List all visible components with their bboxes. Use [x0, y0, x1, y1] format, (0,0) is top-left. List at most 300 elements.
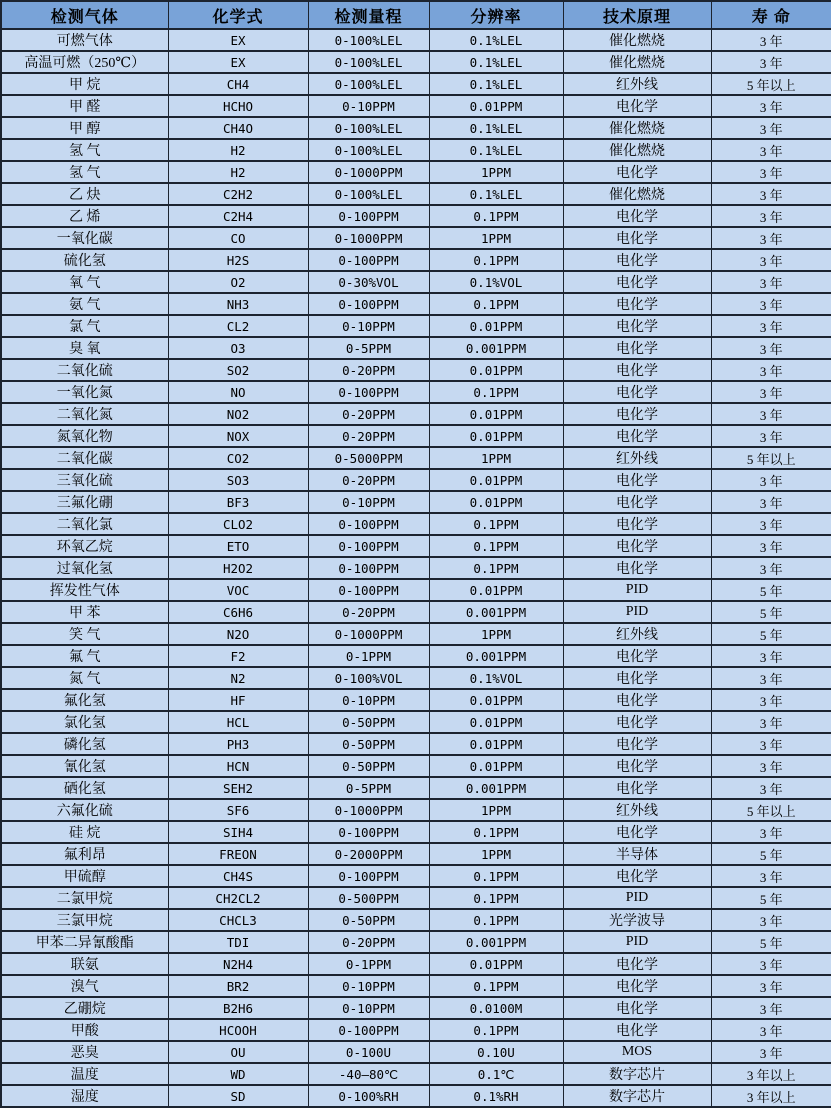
cell-resolution: 0.1PPM: [429, 909, 563, 931]
table-row: [1, 711, 831, 733]
cell-technology: 电化学: [563, 535, 711, 557]
cell-resolution: 0.0100M: [429, 997, 563, 1019]
cell-chemical-formula: CH4: [168, 73, 308, 95]
cell-gas-name: 氮氧化物: [1, 425, 168, 447]
cell-chemical-formula: BR2: [168, 975, 308, 997]
table-row: [1, 73, 831, 95]
cell-gas-name: 二氧化氮: [1, 403, 168, 425]
cell-detection-range: 0-10PPM: [308, 997, 429, 1019]
table-row: [1, 491, 831, 513]
cell-lifespan: 5 年: [711, 623, 831, 645]
cell-technology: 电化学: [563, 359, 711, 381]
cell-chemical-formula: HCOOH: [168, 1019, 308, 1041]
cell-resolution: 1PPM: [429, 161, 563, 183]
cell-detection-range: 0-5PPM: [308, 777, 429, 799]
table-row: [1, 1085, 831, 1107]
cell-technology: 电化学: [563, 975, 711, 997]
cell-chemical-formula: CH2CL2: [168, 887, 308, 909]
cell-resolution: 0.1PPM: [429, 865, 563, 887]
column-header-resolution: 分辨率: [429, 1, 563, 29]
cell-chemical-formula: N2: [168, 667, 308, 689]
cell-detection-range: 0-100%LEL: [308, 183, 429, 205]
table-row: [1, 645, 831, 667]
cell-technology: PID: [563, 931, 711, 953]
cell-resolution: 0.1%VOL: [429, 271, 563, 293]
cell-chemical-formula: PH3: [168, 733, 308, 755]
cell-technology: 电化学: [563, 733, 711, 755]
cell-detection-range: -40—80℃: [308, 1063, 429, 1085]
cell-gas-name: 三氯甲烷: [1, 909, 168, 931]
cell-lifespan: 3 年: [711, 205, 831, 227]
cell-chemical-formula: OU: [168, 1041, 308, 1063]
cell-detection-range: 0-100%LEL: [308, 117, 429, 139]
cell-lifespan: 3 年: [711, 29, 831, 51]
cell-resolution: 0.10U: [429, 1041, 563, 1063]
cell-gas-name: 三氟化硼: [1, 491, 168, 513]
cell-chemical-formula: VOC: [168, 579, 308, 601]
cell-lifespan: 3 年: [711, 491, 831, 513]
cell-resolution: 0.001PPM: [429, 777, 563, 799]
column-header-formula: 化学式: [168, 1, 308, 29]
cell-technology: 催化燃烧: [563, 139, 711, 161]
cell-lifespan: 3 年: [711, 359, 831, 381]
table-row: [1, 931, 831, 953]
cell-chemical-formula: SO3: [168, 469, 308, 491]
cell-lifespan: 3 年: [711, 161, 831, 183]
cell-lifespan: 3 年: [711, 909, 831, 931]
cell-detection-range: 0-20PPM: [308, 359, 429, 381]
cell-technology: 数字芯片: [563, 1063, 711, 1085]
cell-lifespan: 3 年: [711, 249, 831, 271]
cell-technology: 电化学: [563, 777, 711, 799]
table-row: [1, 1019, 831, 1041]
cell-resolution: 0.1PPM: [429, 975, 563, 997]
cell-detection-range: 0-100U: [308, 1041, 429, 1063]
cell-gas-name: 氟化氢: [1, 689, 168, 711]
table-row: [1, 821, 831, 843]
cell-lifespan: 3 年: [711, 997, 831, 1019]
cell-technology: 电化学: [563, 293, 711, 315]
cell-lifespan: 3 年: [711, 425, 831, 447]
cell-resolution: 0.1PPM: [429, 381, 563, 403]
cell-chemical-formula: CH4O: [168, 117, 308, 139]
cell-chemical-formula: H2: [168, 161, 308, 183]
cell-technology: 电化学: [563, 425, 711, 447]
table-body: [1, 29, 831, 1107]
table-row: [1, 557, 831, 579]
cell-resolution: 1PPM: [429, 623, 563, 645]
cell-resolution: 0.01PPM: [429, 359, 563, 381]
cell-detection-range: 0-100PPM: [308, 1019, 429, 1041]
cell-gas-name: 可燃气体: [1, 29, 168, 51]
cell-gas-name: 恶臭: [1, 1041, 168, 1063]
cell-technology: 电化学: [563, 205, 711, 227]
cell-detection-range: 0-500PPM: [308, 887, 429, 909]
cell-technology: 电化学: [563, 337, 711, 359]
cell-gas-name: 二氧化硫: [1, 359, 168, 381]
cell-gas-name: 臭 氧: [1, 337, 168, 359]
cell-chemical-formula: N2O: [168, 623, 308, 645]
cell-gas-name: 氧 气: [1, 271, 168, 293]
cell-gas-name: 硒化氢: [1, 777, 168, 799]
cell-technology: 电化学: [563, 997, 711, 1019]
cell-detection-range: 0-2000PPM: [308, 843, 429, 865]
cell-chemical-formula: SF6: [168, 799, 308, 821]
table-row: [1, 777, 831, 799]
cell-resolution: 0.1%LEL: [429, 117, 563, 139]
cell-detection-range: 0-100PPM: [308, 205, 429, 227]
cell-lifespan: 3 年: [711, 557, 831, 579]
cell-gas-name: 高温可燃（250℃）: [1, 51, 168, 73]
cell-resolution: 0.01PPM: [429, 711, 563, 733]
cell-technology: 电化学: [563, 403, 711, 425]
cell-gas-name: 氟 气: [1, 645, 168, 667]
table-row: [1, 51, 831, 73]
cell-technology: 红外线: [563, 799, 711, 821]
cell-technology: 红外线: [563, 73, 711, 95]
cell-lifespan: 3 年: [711, 865, 831, 887]
cell-resolution: 0.001PPM: [429, 601, 563, 623]
cell-resolution: 0.01PPM: [429, 755, 563, 777]
table-row: [1, 667, 831, 689]
cell-resolution: 1PPM: [429, 799, 563, 821]
cell-gas-name: 氰化氢: [1, 755, 168, 777]
cell-technology: 红外线: [563, 447, 711, 469]
cell-detection-range: 0-10PPM: [308, 315, 429, 337]
cell-chemical-formula: CH4S: [168, 865, 308, 887]
cell-detection-range: 0-1000PPM: [308, 227, 429, 249]
cell-lifespan: 3 年: [711, 95, 831, 117]
cell-gas-name: 挥发性气体: [1, 579, 168, 601]
cell-lifespan: 5 年以上: [711, 799, 831, 821]
cell-resolution: 0.1%LEL: [429, 183, 563, 205]
cell-detection-range: 0-100PPM: [308, 249, 429, 271]
cell-technology: 电化学: [563, 711, 711, 733]
cell-technology: PID: [563, 579, 711, 601]
cell-gas-name: 溴气: [1, 975, 168, 997]
cell-gas-name: 乙硼烷: [1, 997, 168, 1019]
cell-resolution: 0.001PPM: [429, 337, 563, 359]
cell-resolution: 0.01PPM: [429, 733, 563, 755]
cell-gas-name: 温度: [1, 1063, 168, 1085]
cell-lifespan: 3 年: [711, 1041, 831, 1063]
cell-detection-range: 0-100%RH: [308, 1085, 429, 1107]
cell-technology: 电化学: [563, 469, 711, 491]
table-row: [1, 359, 831, 381]
cell-lifespan: 3 年: [711, 755, 831, 777]
cell-resolution: 0.1%LEL: [429, 29, 563, 51]
cell-chemical-formula: NOX: [168, 425, 308, 447]
cell-lifespan: 5 年: [711, 601, 831, 623]
cell-technology: PID: [563, 601, 711, 623]
cell-gas-name: 一氧化碳: [1, 227, 168, 249]
cell-technology: 电化学: [563, 315, 711, 337]
cell-technology: PID: [563, 887, 711, 909]
cell-chemical-formula: SEH2: [168, 777, 308, 799]
cell-detection-range: 0-10PPM: [308, 689, 429, 711]
cell-chemical-formula: HF: [168, 689, 308, 711]
cell-detection-range: 0-50PPM: [308, 711, 429, 733]
cell-lifespan: 3 年: [711, 337, 831, 359]
cell-gas-name: 氟利昂: [1, 843, 168, 865]
cell-gas-name: 二氧化碳: [1, 447, 168, 469]
table-row: [1, 469, 831, 491]
table-row: [1, 887, 831, 909]
table-row: [1, 403, 831, 425]
cell-gas-name: 氮 气: [1, 667, 168, 689]
cell-chemical-formula: CLO2: [168, 513, 308, 535]
cell-detection-range: 0-10PPM: [308, 491, 429, 513]
cell-chemical-formula: H2: [168, 139, 308, 161]
table-row: [1, 117, 831, 139]
cell-chemical-formula: HCHO: [168, 95, 308, 117]
cell-detection-range: 0-100PPM: [308, 821, 429, 843]
table-row: [1, 29, 831, 51]
cell-lifespan: 3 年: [711, 975, 831, 997]
table-row: [1, 381, 831, 403]
table-row: [1, 579, 831, 601]
column-header-range: 检测量程: [308, 1, 429, 29]
cell-technology: 半导体: [563, 843, 711, 865]
cell-technology: 电化学: [563, 821, 711, 843]
cell-chemical-formula: NO: [168, 381, 308, 403]
cell-chemical-formula: O2: [168, 271, 308, 293]
cell-lifespan: 3 年以上: [711, 1085, 831, 1107]
cell-resolution: 0.1PPM: [429, 513, 563, 535]
table-row: [1, 799, 831, 821]
cell-gas-name: 甲 醇: [1, 117, 168, 139]
cell-lifespan: 3 年: [711, 689, 831, 711]
cell-resolution: 0.1℃: [429, 1063, 563, 1085]
cell-chemical-formula: C6H6: [168, 601, 308, 623]
table-row: [1, 535, 831, 557]
cell-technology: 电化学: [563, 491, 711, 513]
cell-detection-range: 0-20PPM: [308, 601, 429, 623]
column-header-principle: 技术原理: [563, 1, 711, 29]
cell-detection-range: 0-100PPM: [308, 579, 429, 601]
cell-gas-name: 甲苯二异氰酸酯: [1, 931, 168, 953]
cell-chemical-formula: HCL: [168, 711, 308, 733]
cell-chemical-formula: HCN: [168, 755, 308, 777]
cell-resolution: 1PPM: [429, 447, 563, 469]
cell-resolution: 1PPM: [429, 843, 563, 865]
cell-gas-name: 过氧化氢: [1, 557, 168, 579]
cell-lifespan: 3 年: [711, 513, 831, 535]
cell-lifespan: 3 年: [711, 1019, 831, 1041]
table-row: [1, 1041, 831, 1063]
table-row: [1, 161, 831, 183]
cell-chemical-formula: BF3: [168, 491, 308, 513]
cell-lifespan: 3 年: [711, 535, 831, 557]
cell-gas-name: 湿度: [1, 1085, 168, 1107]
cell-technology: 电化学: [563, 227, 711, 249]
cell-chemical-formula: NO2: [168, 403, 308, 425]
cell-lifespan: 3 年: [711, 293, 831, 315]
table-row: [1, 425, 831, 447]
cell-chemical-formula: B2H6: [168, 997, 308, 1019]
cell-resolution: 0.1PPM: [429, 535, 563, 557]
table-row: [1, 315, 831, 337]
cell-resolution: 0.1PPM: [429, 887, 563, 909]
table-row: [1, 733, 831, 755]
table-row: [1, 689, 831, 711]
cell-technology: 电化学: [563, 557, 711, 579]
cell-gas-name: 二氧化氯: [1, 513, 168, 535]
cell-resolution: 0.1PPM: [429, 293, 563, 315]
cell-lifespan: 5 年以上: [711, 73, 831, 95]
cell-lifespan: 3 年: [711, 821, 831, 843]
table-row: [1, 513, 831, 535]
cell-resolution: 0.01PPM: [429, 315, 563, 337]
cell-gas-name: 甲 醛: [1, 95, 168, 117]
table-row: [1, 183, 831, 205]
cell-chemical-formula: EX: [168, 51, 308, 73]
cell-gas-name: 甲硫醇: [1, 865, 168, 887]
cell-detection-range: 0-1000PPM: [308, 623, 429, 645]
cell-gas-name: 甲酸: [1, 1019, 168, 1041]
cell-detection-range: 0-20PPM: [308, 931, 429, 953]
cell-chemical-formula: H2O2: [168, 557, 308, 579]
cell-chemical-formula: CO2: [168, 447, 308, 469]
cell-lifespan: 3 年: [711, 227, 831, 249]
cell-resolution: 1PPM: [429, 227, 563, 249]
cell-lifespan: 5 年: [711, 843, 831, 865]
cell-detection-range: 0-1PPM: [308, 645, 429, 667]
cell-technology: 电化学: [563, 249, 711, 271]
cell-lifespan: 3 年: [711, 733, 831, 755]
cell-lifespan: 3 年: [711, 403, 831, 425]
cell-technology: 催化燃烧: [563, 117, 711, 139]
cell-resolution: 0.1%LEL: [429, 139, 563, 161]
cell-detection-range: 0-100PPM: [308, 865, 429, 887]
cell-lifespan: 3 年: [711, 117, 831, 139]
cell-detection-range: 0-10PPM: [308, 975, 429, 997]
cell-detection-range: 0-20PPM: [308, 403, 429, 425]
cell-detection-range: 0-100PPM: [308, 293, 429, 315]
cell-detection-range: 0-20PPM: [308, 469, 429, 491]
cell-detection-range: 0-100%VOL: [308, 667, 429, 689]
table-row: [1, 865, 831, 887]
cell-chemical-formula: SO2: [168, 359, 308, 381]
cell-chemical-formula: FREON: [168, 843, 308, 865]
table-row: [1, 337, 831, 359]
cell-technology: 电化学: [563, 513, 711, 535]
cell-gas-name: 一氧化氮: [1, 381, 168, 403]
cell-technology: 电化学: [563, 381, 711, 403]
cell-resolution: 0.1PPM: [429, 821, 563, 843]
cell-resolution: 0.01PPM: [429, 403, 563, 425]
cell-chemical-formula: CL2: [168, 315, 308, 337]
cell-resolution: 0.01PPM: [429, 95, 563, 117]
cell-resolution: 0.01PPM: [429, 953, 563, 975]
cell-chemical-formula: NH3: [168, 293, 308, 315]
cell-resolution: 0.01PPM: [429, 689, 563, 711]
cell-chemical-formula: CHCL3: [168, 909, 308, 931]
cell-resolution: 0.1PPM: [429, 249, 563, 271]
header-row: [1, 1, 831, 29]
cell-chemical-formula: EX: [168, 29, 308, 51]
table-row: [1, 843, 831, 865]
cell-gas-name: 乙 烯: [1, 205, 168, 227]
table-row: [1, 205, 831, 227]
cell-gas-name: 氨 气: [1, 293, 168, 315]
cell-resolution: 0.001PPM: [429, 931, 563, 953]
column-header-lifespan: 寿 命: [711, 1, 831, 29]
cell-lifespan: 5 年: [711, 579, 831, 601]
cell-detection-range: 0-100%LEL: [308, 29, 429, 51]
table-row: [1, 293, 831, 315]
cell-detection-range: 0-100%LEL: [308, 51, 429, 73]
cell-chemical-formula: F2: [168, 645, 308, 667]
cell-gas-name: 笑 气: [1, 623, 168, 645]
cell-gas-name: 氢 气: [1, 161, 168, 183]
cell-resolution: 0.01PPM: [429, 425, 563, 447]
table-row: [1, 1063, 831, 1085]
cell-technology: 电化学: [563, 95, 711, 117]
cell-gas-name: 六氟化硫: [1, 799, 168, 821]
table-row: [1, 755, 831, 777]
cell-gas-name: 甲 烷: [1, 73, 168, 95]
table-row: [1, 601, 831, 623]
cell-gas-name: 联氨: [1, 953, 168, 975]
cell-lifespan: 3 年: [711, 315, 831, 337]
cell-detection-range: 0-1000PPM: [308, 799, 429, 821]
cell-chemical-formula: C2H2: [168, 183, 308, 205]
cell-lifespan: 5 年: [711, 931, 831, 953]
cell-gas-name: 乙 炔: [1, 183, 168, 205]
cell-chemical-formula: WD: [168, 1063, 308, 1085]
cell-chemical-formula: TDI: [168, 931, 308, 953]
cell-detection-range: 0-50PPM: [308, 909, 429, 931]
cell-lifespan: 3 年: [711, 667, 831, 689]
cell-detection-range: 0-1PPM: [308, 953, 429, 975]
cell-lifespan: 3 年: [711, 711, 831, 733]
cell-resolution: 0.01PPM: [429, 469, 563, 491]
cell-resolution: 0.01PPM: [429, 579, 563, 601]
cell-gas-name: 二氯甲烷: [1, 887, 168, 909]
cell-chemical-formula: O3: [168, 337, 308, 359]
cell-chemical-formula: C2H4: [168, 205, 308, 227]
cell-chemical-formula: SD: [168, 1085, 308, 1107]
cell-technology: 催化燃烧: [563, 183, 711, 205]
cell-detection-range: 0-5000PPM: [308, 447, 429, 469]
cell-detection-range: 0-100%LEL: [308, 73, 429, 95]
cell-lifespan: 5 年以上: [711, 447, 831, 469]
cell-gas-name: 三氧化硫: [1, 469, 168, 491]
cell-technology: MOS: [563, 1041, 711, 1063]
cell-detection-range: 0-100PPM: [308, 381, 429, 403]
table-header: [1, 1, 831, 29]
cell-resolution: 0.001PPM: [429, 645, 563, 667]
cell-gas-name: 硅 烷: [1, 821, 168, 843]
cell-resolution: 0.1%RH: [429, 1085, 563, 1107]
cell-technology: 电化学: [563, 161, 711, 183]
cell-technology: 电化学: [563, 755, 711, 777]
table-row: [1, 249, 831, 271]
cell-detection-range: 0-10PPM: [308, 95, 429, 117]
cell-technology: 电化学: [563, 953, 711, 975]
cell-lifespan: 3 年: [711, 469, 831, 491]
cell-lifespan: 3 年: [711, 777, 831, 799]
cell-gas-name: 氯化氢: [1, 711, 168, 733]
cell-detection-range: 0-100PPM: [308, 535, 429, 557]
cell-technology: 催化燃烧: [563, 51, 711, 73]
table-row: [1, 997, 831, 1019]
cell-resolution: 0.1%VOL: [429, 667, 563, 689]
cell-lifespan: 5 年: [711, 887, 831, 909]
cell-technology: 电化学: [563, 645, 711, 667]
cell-detection-range: 0-30%VOL: [308, 271, 429, 293]
